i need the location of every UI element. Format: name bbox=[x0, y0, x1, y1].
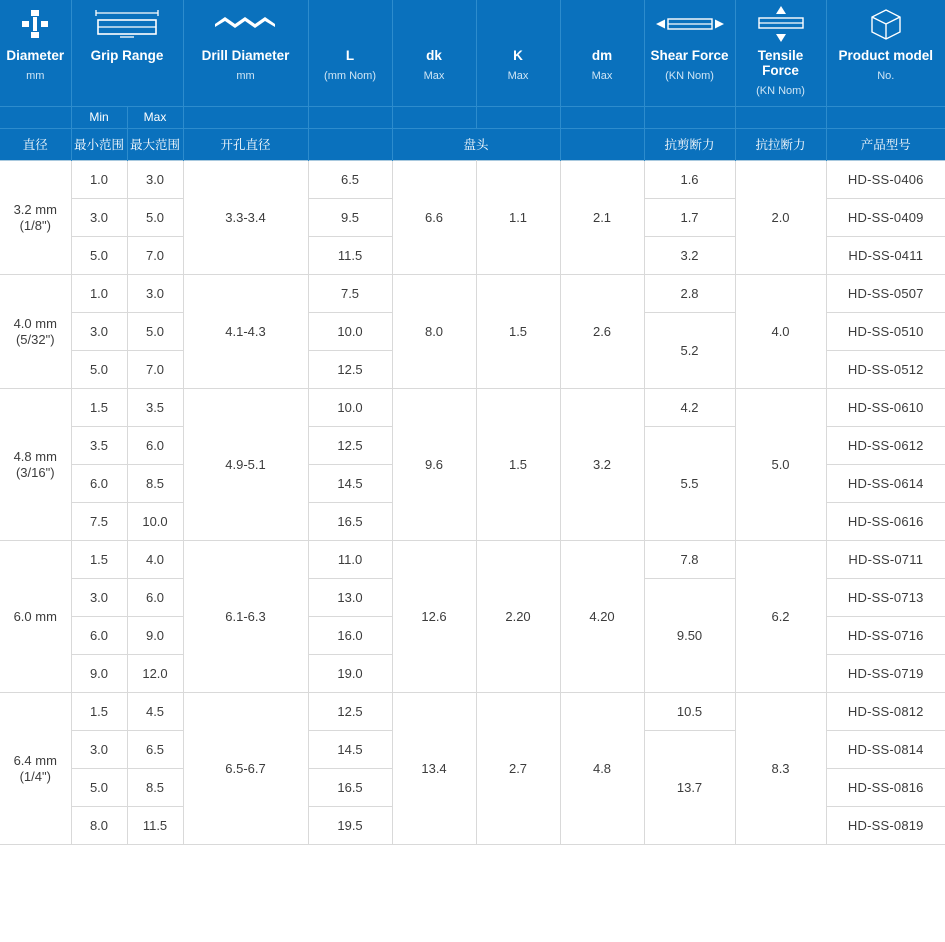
header-cell-length bbox=[308, 0, 392, 107]
sub-empty-k bbox=[476, 107, 560, 129]
cell-product-model: HD-SS-0716 bbox=[826, 617, 945, 655]
cell-grip-max: 6.5 bbox=[127, 731, 183, 769]
cell-grip-max: 6.0 bbox=[127, 427, 183, 465]
header-unit-k: Max bbox=[507, 70, 529, 82]
cell-grip-min: 7.5 bbox=[71, 503, 127, 541]
header-unit-drill-diameter: mm bbox=[236, 70, 255, 82]
header-unit-dm: Max bbox=[591, 70, 613, 82]
sub-empty-model bbox=[826, 107, 945, 129]
cell-length: 16.5 bbox=[308, 769, 392, 807]
cell-grip-min: 3.0 bbox=[71, 731, 127, 769]
cell-shear-force: 1.6 bbox=[644, 161, 735, 199]
cell-grip-max: 3.0 bbox=[127, 275, 183, 313]
cell-grip-max: 12.0 bbox=[127, 655, 183, 693]
cell-grip-min: 1.5 bbox=[71, 541, 127, 579]
cell-length: 14.5 bbox=[308, 731, 392, 769]
cell-grip-max: 3.0 bbox=[127, 161, 183, 199]
cell-shear-force: 13.7 bbox=[644, 731, 735, 845]
cell-length: 12.5 bbox=[308, 351, 392, 389]
cell-k: 1.5 bbox=[476, 275, 560, 389]
sub-empty-length bbox=[308, 107, 392, 129]
header-unit-dk: Max bbox=[423, 70, 445, 82]
table-row bbox=[0, 161, 945, 199]
header-title-length: L bbox=[345, 48, 355, 63]
cell-dm: 4.20 bbox=[560, 541, 644, 693]
cell-tensile-force: 6.2 bbox=[735, 541, 826, 693]
cell-grip-max: 6.0 bbox=[127, 579, 183, 617]
cell-grip-min: 5.0 bbox=[71, 769, 127, 807]
cell-length: 14.5 bbox=[308, 465, 392, 503]
header-unit-product-model: No. bbox=[877, 70, 895, 82]
cell-grip-min: 1.0 bbox=[71, 275, 127, 313]
cn-model: 产品型号 bbox=[826, 129, 945, 161]
cell-dk: 6.6 bbox=[392, 161, 476, 275]
cell-length: 11.5 bbox=[308, 237, 392, 275]
cn-head: 盘头 bbox=[392, 129, 560, 161]
rivet-diameter-icon bbox=[0, 0, 71, 48]
cell-k: 2.20 bbox=[476, 541, 560, 693]
cn-grip-max: 最大范围 bbox=[127, 129, 183, 161]
table-row bbox=[0, 541, 945, 579]
cell-grip-max: 11.5 bbox=[127, 807, 183, 845]
cell-grip-min: 1.5 bbox=[71, 693, 127, 731]
sub-empty-diameter bbox=[0, 107, 71, 129]
cell-product-model: HD-SS-0816 bbox=[826, 769, 945, 807]
header-title-drill-diameter: Drill Diameter bbox=[201, 48, 290, 63]
cell-product-model: HD-SS-0610 bbox=[826, 389, 945, 427]
header-unit-grip-range bbox=[72, 63, 183, 91]
product-box-icon bbox=[827, 0, 945, 48]
cell-shear-force: 5.2 bbox=[644, 313, 735, 389]
cell-shear-force: 4.2 bbox=[644, 389, 735, 427]
header-cell-k bbox=[476, 0, 560, 107]
cell-dm: 3.2 bbox=[560, 389, 644, 541]
cell-diameter: 4.8 mm (3/16") bbox=[0, 389, 71, 541]
sub-empty-shear bbox=[644, 107, 735, 129]
cell-diameter: 6.4 mm (1/4") bbox=[0, 693, 71, 845]
header-cell-diameter bbox=[0, 0, 71, 107]
header-chinese-row bbox=[0, 129, 945, 161]
cell-grip-min: 3.0 bbox=[71, 199, 127, 237]
cell-tensile-force: 5.0 bbox=[735, 389, 826, 541]
cell-dm: 2.1 bbox=[560, 161, 644, 275]
header-unit-shear-force: (KN Nom) bbox=[665, 70, 714, 82]
cell-shear-force: 1.7 bbox=[644, 199, 735, 237]
cell-k: 1.1 bbox=[476, 161, 560, 275]
cell-shear-force: 9.50 bbox=[644, 579, 735, 693]
mandrel-diameter-icon bbox=[561, 0, 644, 48]
cell-grip-min: 1.0 bbox=[71, 161, 127, 199]
cell-product-model: HD-SS-0510 bbox=[826, 313, 945, 351]
cell-product-model: HD-SS-0614 bbox=[826, 465, 945, 503]
table-row bbox=[0, 275, 945, 313]
cell-grip-max: 8.5 bbox=[127, 465, 183, 503]
cell-grip-max: 10.0 bbox=[127, 503, 183, 541]
tensile-force-icon bbox=[736, 0, 826, 48]
length-icon bbox=[309, 0, 392, 48]
header-unit-tensile-force: (KN Nom) bbox=[756, 85, 805, 97]
cell-shear-force: 3.2 bbox=[644, 237, 735, 275]
cell-tensile-force: 8.3 bbox=[735, 693, 826, 845]
cell-grip-min: 6.0 bbox=[71, 465, 127, 503]
header-title-dk: dk bbox=[426, 48, 442, 63]
header-cell-drill-diameter bbox=[183, 0, 308, 107]
header-cell-dm bbox=[560, 0, 644, 107]
cn-shear: 抗剪断力 bbox=[644, 129, 735, 161]
cell-product-model: HD-SS-0812 bbox=[826, 693, 945, 731]
header-cell-dk bbox=[392, 0, 476, 107]
head-height-icon bbox=[477, 0, 560, 48]
cn-grip-min: 最小范围 bbox=[71, 129, 127, 161]
cell-shear-force: 2.8 bbox=[644, 275, 735, 313]
cell-grip-max: 5.0 bbox=[127, 199, 183, 237]
cell-dk: 13.4 bbox=[392, 693, 476, 845]
header-cell-shear-force bbox=[644, 0, 735, 107]
sub-empty-dk bbox=[392, 107, 476, 129]
cell-grip-min: 1.5 bbox=[71, 389, 127, 427]
table-header bbox=[0, 0, 945, 161]
cell-shear-force: 10.5 bbox=[644, 693, 735, 731]
cell-diameter: 4.0 mm (5/32") bbox=[0, 275, 71, 389]
cn-diameter: 直径 bbox=[0, 129, 71, 161]
cell-length: 9.5 bbox=[308, 199, 392, 237]
header-cell-product-model bbox=[826, 0, 945, 107]
cell-length: 7.5 bbox=[308, 275, 392, 313]
cell-drill-diameter: 6.1-6.3 bbox=[183, 541, 308, 693]
cell-length: 10.0 bbox=[308, 313, 392, 351]
cell-grip-max: 7.0 bbox=[127, 237, 183, 275]
cell-drill-diameter: 4.9-5.1 bbox=[183, 389, 308, 541]
cell-drill-diameter: 4.1-4.3 bbox=[183, 275, 308, 389]
cell-tensile-force: 2.0 bbox=[735, 161, 826, 275]
cell-product-model: HD-SS-0719 bbox=[826, 655, 945, 693]
shear-force-icon bbox=[645, 0, 735, 48]
cell-length: 10.0 bbox=[308, 389, 392, 427]
cell-k: 2.7 bbox=[476, 693, 560, 845]
header-title-k: K bbox=[513, 48, 523, 63]
sub-empty-drill bbox=[183, 107, 308, 129]
sub-empty-tensile bbox=[735, 107, 826, 129]
cell-product-model: HD-SS-0819 bbox=[826, 807, 945, 845]
header-title-dm: dm bbox=[591, 48, 613, 63]
cell-product-model: HD-SS-0711 bbox=[826, 541, 945, 579]
cell-product-model: HD-SS-0616 bbox=[826, 503, 945, 541]
cell-product-model: HD-SS-0411 bbox=[826, 237, 945, 275]
cell-length: 16.0 bbox=[308, 617, 392, 655]
cell-dk: 9.6 bbox=[392, 389, 476, 541]
header-main-row bbox=[0, 0, 945, 107]
cell-diameter: 3.2 mm (1/8") bbox=[0, 161, 71, 275]
cell-length: 19.0 bbox=[308, 655, 392, 693]
cell-grip-min: 6.0 bbox=[71, 617, 127, 655]
cell-length: 11.0 bbox=[308, 541, 392, 579]
header-title-product-model: Product model bbox=[838, 48, 934, 63]
cell-dk: 8.0 bbox=[392, 275, 476, 389]
cell-grip-max: 4.0 bbox=[127, 541, 183, 579]
cell-length: 6.5 bbox=[308, 161, 392, 199]
cell-length: 12.5 bbox=[308, 427, 392, 465]
drill-bit-icon bbox=[184, 0, 308, 48]
cell-grip-max: 4.5 bbox=[127, 693, 183, 731]
cell-grip-min: 9.0 bbox=[71, 655, 127, 693]
cell-drill-diameter: 6.5-6.7 bbox=[183, 693, 308, 845]
head-diameter-icon bbox=[393, 0, 476, 48]
header-cell-grip-range bbox=[71, 0, 183, 107]
table-row bbox=[0, 693, 945, 731]
cell-grip-max: 7.0 bbox=[127, 351, 183, 389]
cell-diameter: 6.0 mm bbox=[0, 541, 71, 693]
cell-grip-max: 9.0 bbox=[127, 617, 183, 655]
cn-dm bbox=[560, 129, 644, 161]
header-unit-diameter: mm bbox=[26, 70, 45, 82]
cell-tensile-force: 4.0 bbox=[735, 275, 826, 389]
cell-grip-max: 5.0 bbox=[127, 313, 183, 351]
cell-product-model: HD-SS-0612 bbox=[826, 427, 945, 465]
cell-grip-min: 3.0 bbox=[71, 313, 127, 351]
grip-range-icon bbox=[72, 0, 183, 48]
cell-drill-diameter: 3.3-3.4 bbox=[183, 161, 308, 275]
header-cell-tensile-force bbox=[735, 0, 826, 107]
cell-dm: 2.6 bbox=[560, 275, 644, 389]
cell-length: 16.5 bbox=[308, 503, 392, 541]
cell-product-model: HD-SS-0512 bbox=[826, 351, 945, 389]
cell-shear-force: 7.8 bbox=[644, 541, 735, 579]
cell-grip-min: 8.0 bbox=[71, 807, 127, 845]
cell-grip-min: 5.0 bbox=[71, 351, 127, 389]
cell-product-model: HD-SS-0814 bbox=[826, 731, 945, 769]
sub-grip-max: Max bbox=[127, 107, 183, 129]
cn-drill: 开孔直径 bbox=[183, 129, 308, 161]
cell-grip-min: 3.0 bbox=[71, 579, 127, 617]
cell-product-model: HD-SS-0713 bbox=[826, 579, 945, 617]
header-unit-length: (mm Nom) bbox=[324, 70, 376, 82]
cell-dk: 12.6 bbox=[392, 541, 476, 693]
sub-grip-min: Min bbox=[71, 107, 127, 129]
table-body bbox=[0, 161, 945, 845]
cn-tensile: 抗拉断力 bbox=[735, 129, 826, 161]
header-title-shear-force: Shear Force bbox=[650, 48, 729, 63]
cell-length: 13.0 bbox=[308, 579, 392, 617]
cell-grip-max: 8.5 bbox=[127, 769, 183, 807]
cell-k: 1.5 bbox=[476, 389, 560, 541]
table-row bbox=[0, 389, 945, 427]
cell-product-model: HD-SS-0507 bbox=[826, 275, 945, 313]
header-title-diameter: Diameter bbox=[6, 48, 65, 63]
header-sub-row bbox=[0, 107, 945, 129]
cell-grip-min: 3.5 bbox=[71, 427, 127, 465]
cell-grip-min: 5.0 bbox=[71, 237, 127, 275]
header-title-tensile-force: Tensile Force bbox=[757, 48, 804, 78]
cell-length: 12.5 bbox=[308, 693, 392, 731]
sub-empty-dm bbox=[560, 107, 644, 129]
cn-length bbox=[308, 129, 392, 161]
cell-product-model: HD-SS-0409 bbox=[826, 199, 945, 237]
cell-product-model: HD-SS-0406 bbox=[826, 161, 945, 199]
cell-dm: 4.8 bbox=[560, 693, 644, 845]
header-title-grip-range: Grip Range bbox=[90, 48, 164, 63]
cell-length: 19.5 bbox=[308, 807, 392, 845]
cell-shear-force: 5.5 bbox=[644, 427, 735, 541]
cell-grip-max: 3.5 bbox=[127, 389, 183, 427]
